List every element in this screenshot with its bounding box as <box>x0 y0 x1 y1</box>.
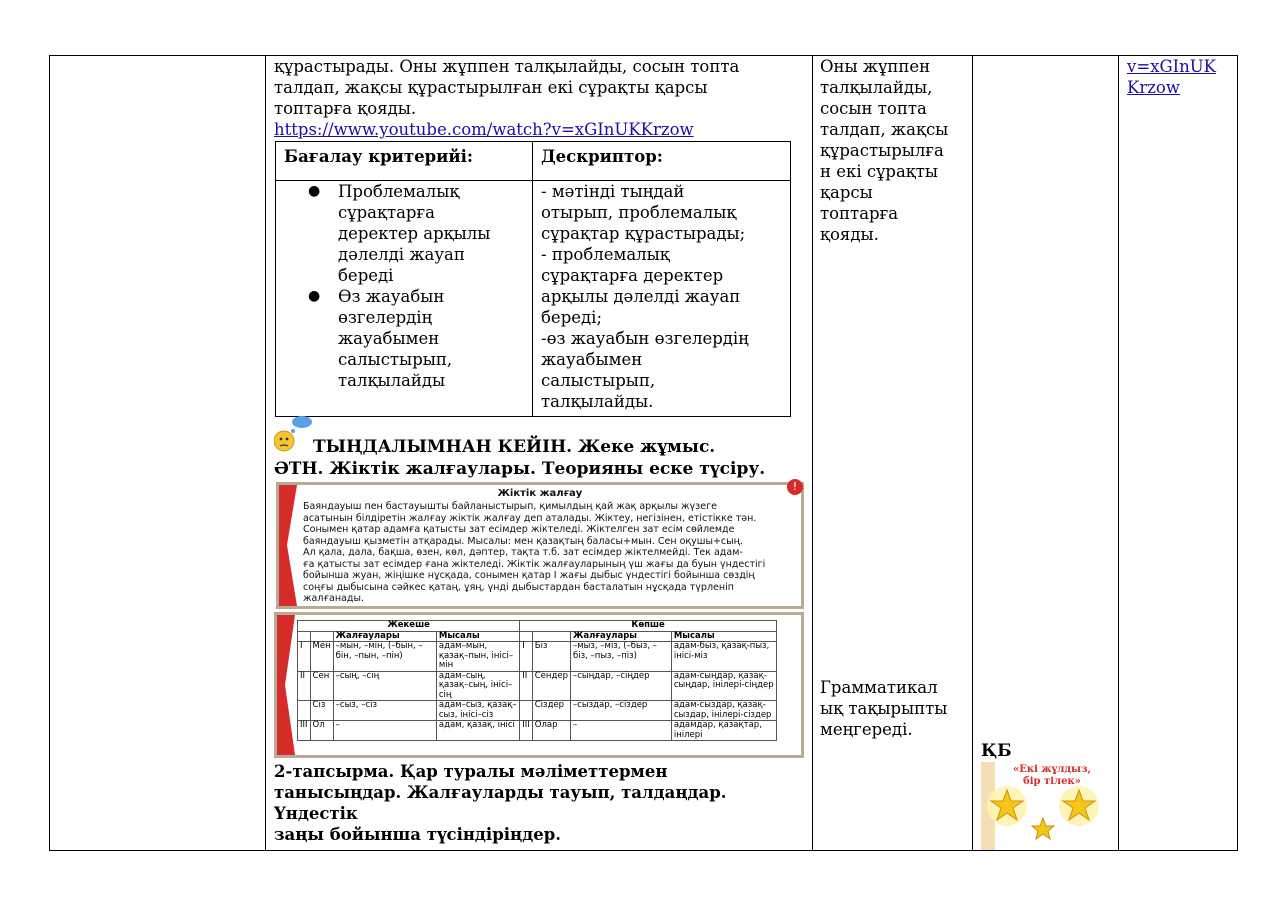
endings-table <box>297 620 777 741</box>
examples-header: Мысалы <box>671 631 776 642</box>
criterion-2: Өз жауабын өзгелердің жауабымен салыстырып, талқылайды <box>338 287 453 390</box>
intro-line: құрастырады. Оны жұппен талқылайды, сосын топта <box>274 57 740 76</box>
col5-link <box>1127 56 1216 98</box>
exclamation-icon: ! <box>787 479 803 495</box>
criterion-1: Проблемалық сұрақтарға деректер арқылы дәлелді жауап береді <box>338 182 491 285</box>
section-subheading: ӘТН. Жіктік жалғаулары. Теорияны еске түсіру. <box>274 459 766 479</box>
theory-box <box>276 482 804 609</box>
red-ribbon-icon <box>277 615 297 755</box>
intro-text <box>274 56 739 140</box>
theory-title: Жіктік жалғау <box>497 488 583 499</box>
stars-icon <box>985 784 1109 850</box>
thinking-face-icon <box>274 414 314 454</box>
singular-header: Жекеше <box>298 621 520 632</box>
red-ribbon-icon <box>279 485 299 606</box>
col3-activity-text: Оны жұппен талқылайды, сосын топта талдап, жақсы құрастырылға н екі сұрақты қарсы топтарға қояды. <box>820 57 949 244</box>
bullet-icon: ● <box>308 183 321 199</box>
table-row: Сіз –сыз, –сіз адам–сыз, қазақ–сыз, інісі–сіз Сіздер –сыздар, –сіздер адам-сыздар, қазақ-сыздар, інілері-сіздер <box>298 701 777 721</box>
intro-line: топтарға қояды. <box>274 99 417 118</box>
plural-header: Көпше <box>520 621 777 632</box>
table-col-border <box>812 55 813 851</box>
youtube-link[interactable]: https://www.youtube.com/watch?v=xGInUKKrzow <box>274 120 694 139</box>
theory-text: Баяндауыш пен бастауышты байланыстырып, қимылдың қай жақ арқылы жүзеге асатынын білдіретін жалғау жіктік жалғау деп аталады. Жіктеу, негізінен, етістікке тән. Сонымен қатар адамға қатысты зат есімдер жіктеледі. Жіктелген зат есім сөйлемде баяндауыш қызметін атқарады. Мысалы: мен қазақтың баласы+мын. Сен оқушы+сың. Ал қала, дала, бақша, өзен, көл, дәптер, тақта т.б. зат есімдер жіктелмейді. Тек адам- ға қатысты зат есімдер ғана жіктеледі. Жіктік жалғауларының үш жағы да буын үндестігі бойынша жуан, жіңішке нұсқада, сонымен қатар I жағы дыбыс үндестігі бойынша сөздің соңғы дыбысына сәйкес қатаң, ұяң, үнді дыбыстардан басталатын нұсқада түрленіп жалғанады. <box>303 501 766 604</box>
table-col-border <box>1118 55 1119 851</box>
table-row: III Ол – адам, қазақ, інісі III Олар – адамдар, қазақтар, інілері <box>298 721 777 741</box>
table-col-border <box>972 55 973 851</box>
criteria-table <box>275 141 791 417</box>
stars-title: «Екі жұлдыз, бір тілек» <box>1013 764 1091 787</box>
table-row: II Сен –сың, –сің адам–сың, қазақ–сың, інісі–сің II Сендер –сыңдар, –сіңдер адам-сыңдар, қазақ-сыңдар, інілері-сіңдер <box>298 671 777 701</box>
table-col-border <box>1237 55 1238 851</box>
col3-outcome-text: Грамматикал ық тақырыпты меңгереді. <box>820 678 948 739</box>
endings-header: Жалғаулары <box>570 631 671 642</box>
examples-header: Мысалы <box>436 631 519 642</box>
intro-line: талдап, жақсы құрастырылған екі сұрақты қарсы <box>274 78 708 97</box>
two-stars-wish-image <box>981 762 1111 850</box>
descriptor-text: - мәтінді тыңдай отырып, проблемалық сұрақтар құрастырады; - проблемалық сұрақтарға деректер арқылы дәлелді жауап береді; -өз жауабын өзгелердің жауабымен салыстырып, талқылайды. <box>541 182 749 411</box>
task-2: 2-тапсырма. Қар туралы мәліметтермен танысыңдар. Жалғауларды тауып, талдаңдар. Үндестік заңы бойынша түсіндіріңдер. <box>274 762 727 844</box>
descriptor-header: Дескриптор: <box>541 147 663 166</box>
table-col-border <box>49 55 50 851</box>
table-col-border <box>265 55 266 851</box>
table-bottom-border <box>49 850 1238 851</box>
table-row: I Мен –мын, –мін, (–бын, –бін, –пын, –пін) адам–мын, қазақ–пын, інісі–мін I Біз –мыз, –міз, (–быз, –біз, –пыз, –піз) адам-быз, қазақ-пыз, інісі-міз <box>298 642 777 672</box>
youtube-link-fragment[interactable]: v=xGInUK <box>1127 57 1217 76</box>
section-heading: ТЫҢДАЛЫМНАН КЕЙІН. Жеке жұмыс. <box>313 437 716 457</box>
endings-header: Жалғаулары <box>333 631 436 642</box>
criteria-header: Бағалау критерийі: <box>284 147 474 166</box>
bullet-icon: ● <box>308 288 321 304</box>
endings-table-image <box>274 612 804 758</box>
youtube-link-fragment[interactable]: Krzow <box>1127 78 1180 97</box>
assessment-label: ҚБ <box>981 741 1012 761</box>
